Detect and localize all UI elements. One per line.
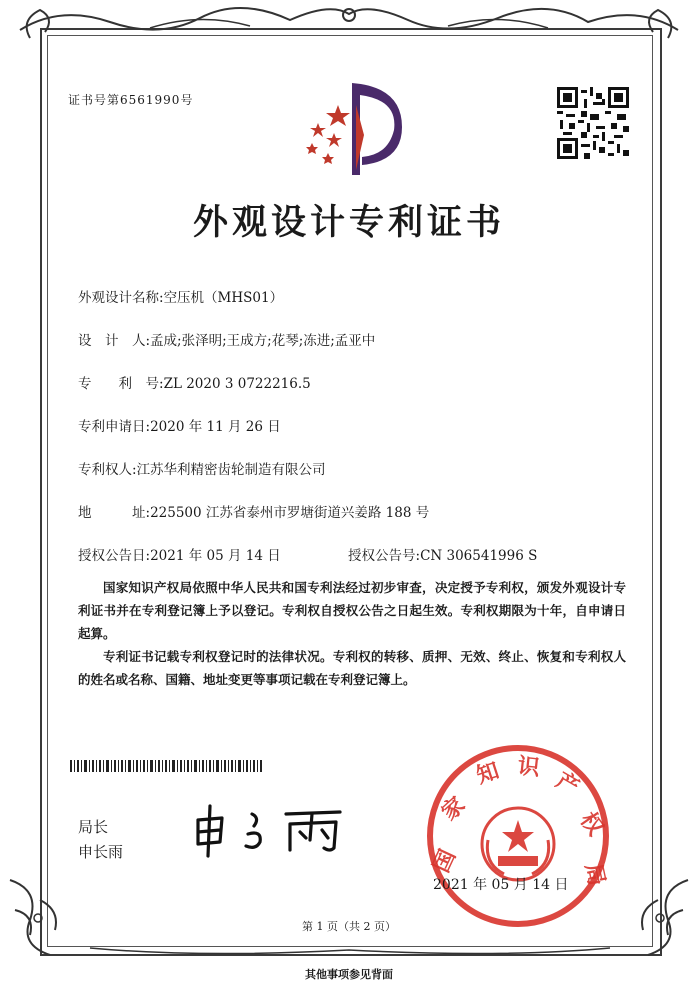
director-name: 申长雨 [78,843,124,861]
designer-row [78,329,375,349]
svg-text:局: 局 [579,861,609,889]
barcode [70,760,262,772]
svg-text:识: 识 [516,753,541,782]
director-title: 局长 [78,818,109,836]
bottom-ornament [0,940,698,960]
filing-date-label: 专利申请日: [78,419,151,435]
patentee-label: 专利权人: [78,462,137,478]
footer-note: 其他事项参见背面 [305,968,393,981]
address-label: 地 址: [78,505,151,521]
grant-date-value: 2021 年 05 月 14 日 [150,548,281,564]
certificate-title: 外观设计专利证书 [192,203,505,243]
director-block [78,815,123,865]
top-ornament [0,0,698,40]
filing-date-row [78,415,281,435]
certificate-number: 证书号第6561990号 [68,93,194,107]
grant-number-label: 授权公告号: [348,548,421,564]
grant-number-value: CN 306541996 S [420,548,538,564]
patentee-row [78,458,326,478]
designer-label: 设 计 人: [78,333,151,349]
filing-date-value: 2020 年 11 月 26 日 [150,419,281,435]
design-name-row [78,286,283,306]
qr-code [557,87,629,159]
address-row [78,501,429,521]
address-value: 225500 江苏省泰州市罗塘街道兴姜路 188 号 [150,505,430,521]
svg-text:权: 权 [574,808,608,841]
director-signature [190,800,360,860]
svg-text:国: 国 [429,845,462,877]
grant-number-row [348,544,537,564]
grant-date-row [78,544,281,564]
patent-office-emblem [290,75,410,180]
svg-text:家: 家 [437,792,471,826]
legal-status-statement: 专利证书记载专利权登记时的法律状况。专利权的转移、质押、无效、终止、恢复和专利权人的姓名或名称、国籍、地址变更等事项记载在专利登记簿上。 [78,649,626,687]
seal-date: 2021 年 05 月 14 日 [433,877,569,893]
svg-text:产: 产 [551,768,584,801]
svg-text:知: 知 [473,758,503,790]
patent-number-row [78,372,311,392]
patent-number-label: 专 利 号: [78,376,164,392]
design-name-value: 空压机（MHS01） [163,290,284,306]
page-number: 第 1 页（共 2 页） [302,920,396,933]
grant-date-label: 授权公告日: [78,548,151,564]
design-name-label: 外观设计名称: [78,290,164,306]
patent-number-value: ZL 2020 3 0722216.5 [163,376,311,392]
grant-statement: 国家知识产权局依照中华人民共和国专利法经过初步审查，决定授予专利权，颁发外观设计专利证书并在专利登记簿上予以登记。专利权自授权公告之日起生效。专利权期限为十年，自申请日起算。 [78,580,626,641]
official-seal [418,736,618,936]
designer-value: 孟成;张泽明;王成方;花琴;冻进;孟亚中 [150,333,376,349]
patentee-value: 江苏华利精密齿轮制造有限公司 [136,462,326,478]
